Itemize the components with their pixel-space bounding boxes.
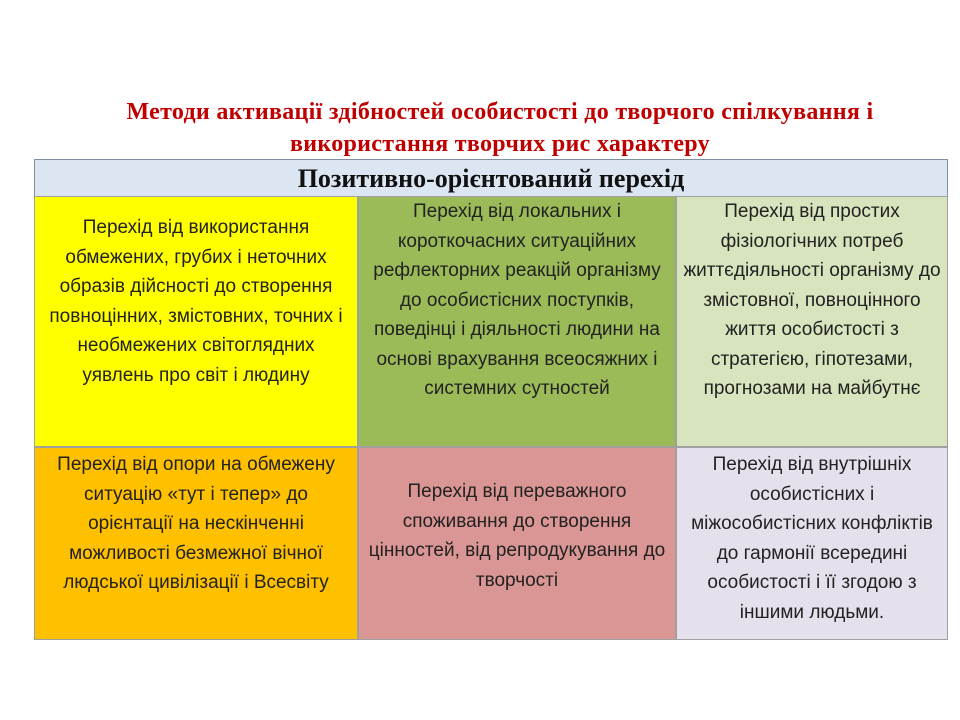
table-header: Позитивно-орієнтований перехід: [34, 159, 948, 197]
table-cell-1: [34, 196, 358, 447]
table-cell-2-text: Перехід від локальних і короткочасних ситуаційних рефлекторних реакцій організму до особистісних поступків, поведінці і діяльності людини на основі врахування всеосяжних і системних сутностей: [373, 201, 661, 399]
table-cell-3-text: Перехід від простих фізіологічних потреб життєдіяльності організму до змістовної, повноцінного життя особистості з стратегією, гіпотезами, прогнозами на майбутнє: [683, 201, 941, 399]
slide-title: [40, 96, 960, 160]
methods-table: [34, 159, 948, 640]
table-cell-3: [676, 196, 948, 447]
slide-title-line-2: використання творчих рис характеру: [290, 131, 710, 157]
table-cell-6: [676, 447, 948, 640]
table-cell-4-text: Перехід від опори на обмежену ситуацію «тут і тепер» до орієнтації на нескінченні можливості безмежної вічної людської цивілізації і Всесвіту: [57, 454, 335, 593]
table-cell-4: [34, 447, 358, 640]
table-cell-2: [358, 196, 676, 447]
table-cell-5: [358, 447, 676, 640]
table-cell-1-text: Перехід від використання обмежених, грубих і неточних образів дійсності до створення повноцінних, змістовних, точних і необмежених світоглядних уявлень про світ і людину: [49, 217, 343, 386]
table-cell-6-text: Перехід від внутрішніх особистісних і міжособистісних конфліктів до гармонії всередині особистості і її згодою з іншими людьми.: [691, 454, 933, 623]
slide-title-line-1: Методи активації здібностей особистості до творчого спілкування і: [126, 99, 874, 125]
table-cell-5-text: Перехід від переважного споживання до створення цінностей, від репродукування до творчості: [368, 481, 666, 591]
